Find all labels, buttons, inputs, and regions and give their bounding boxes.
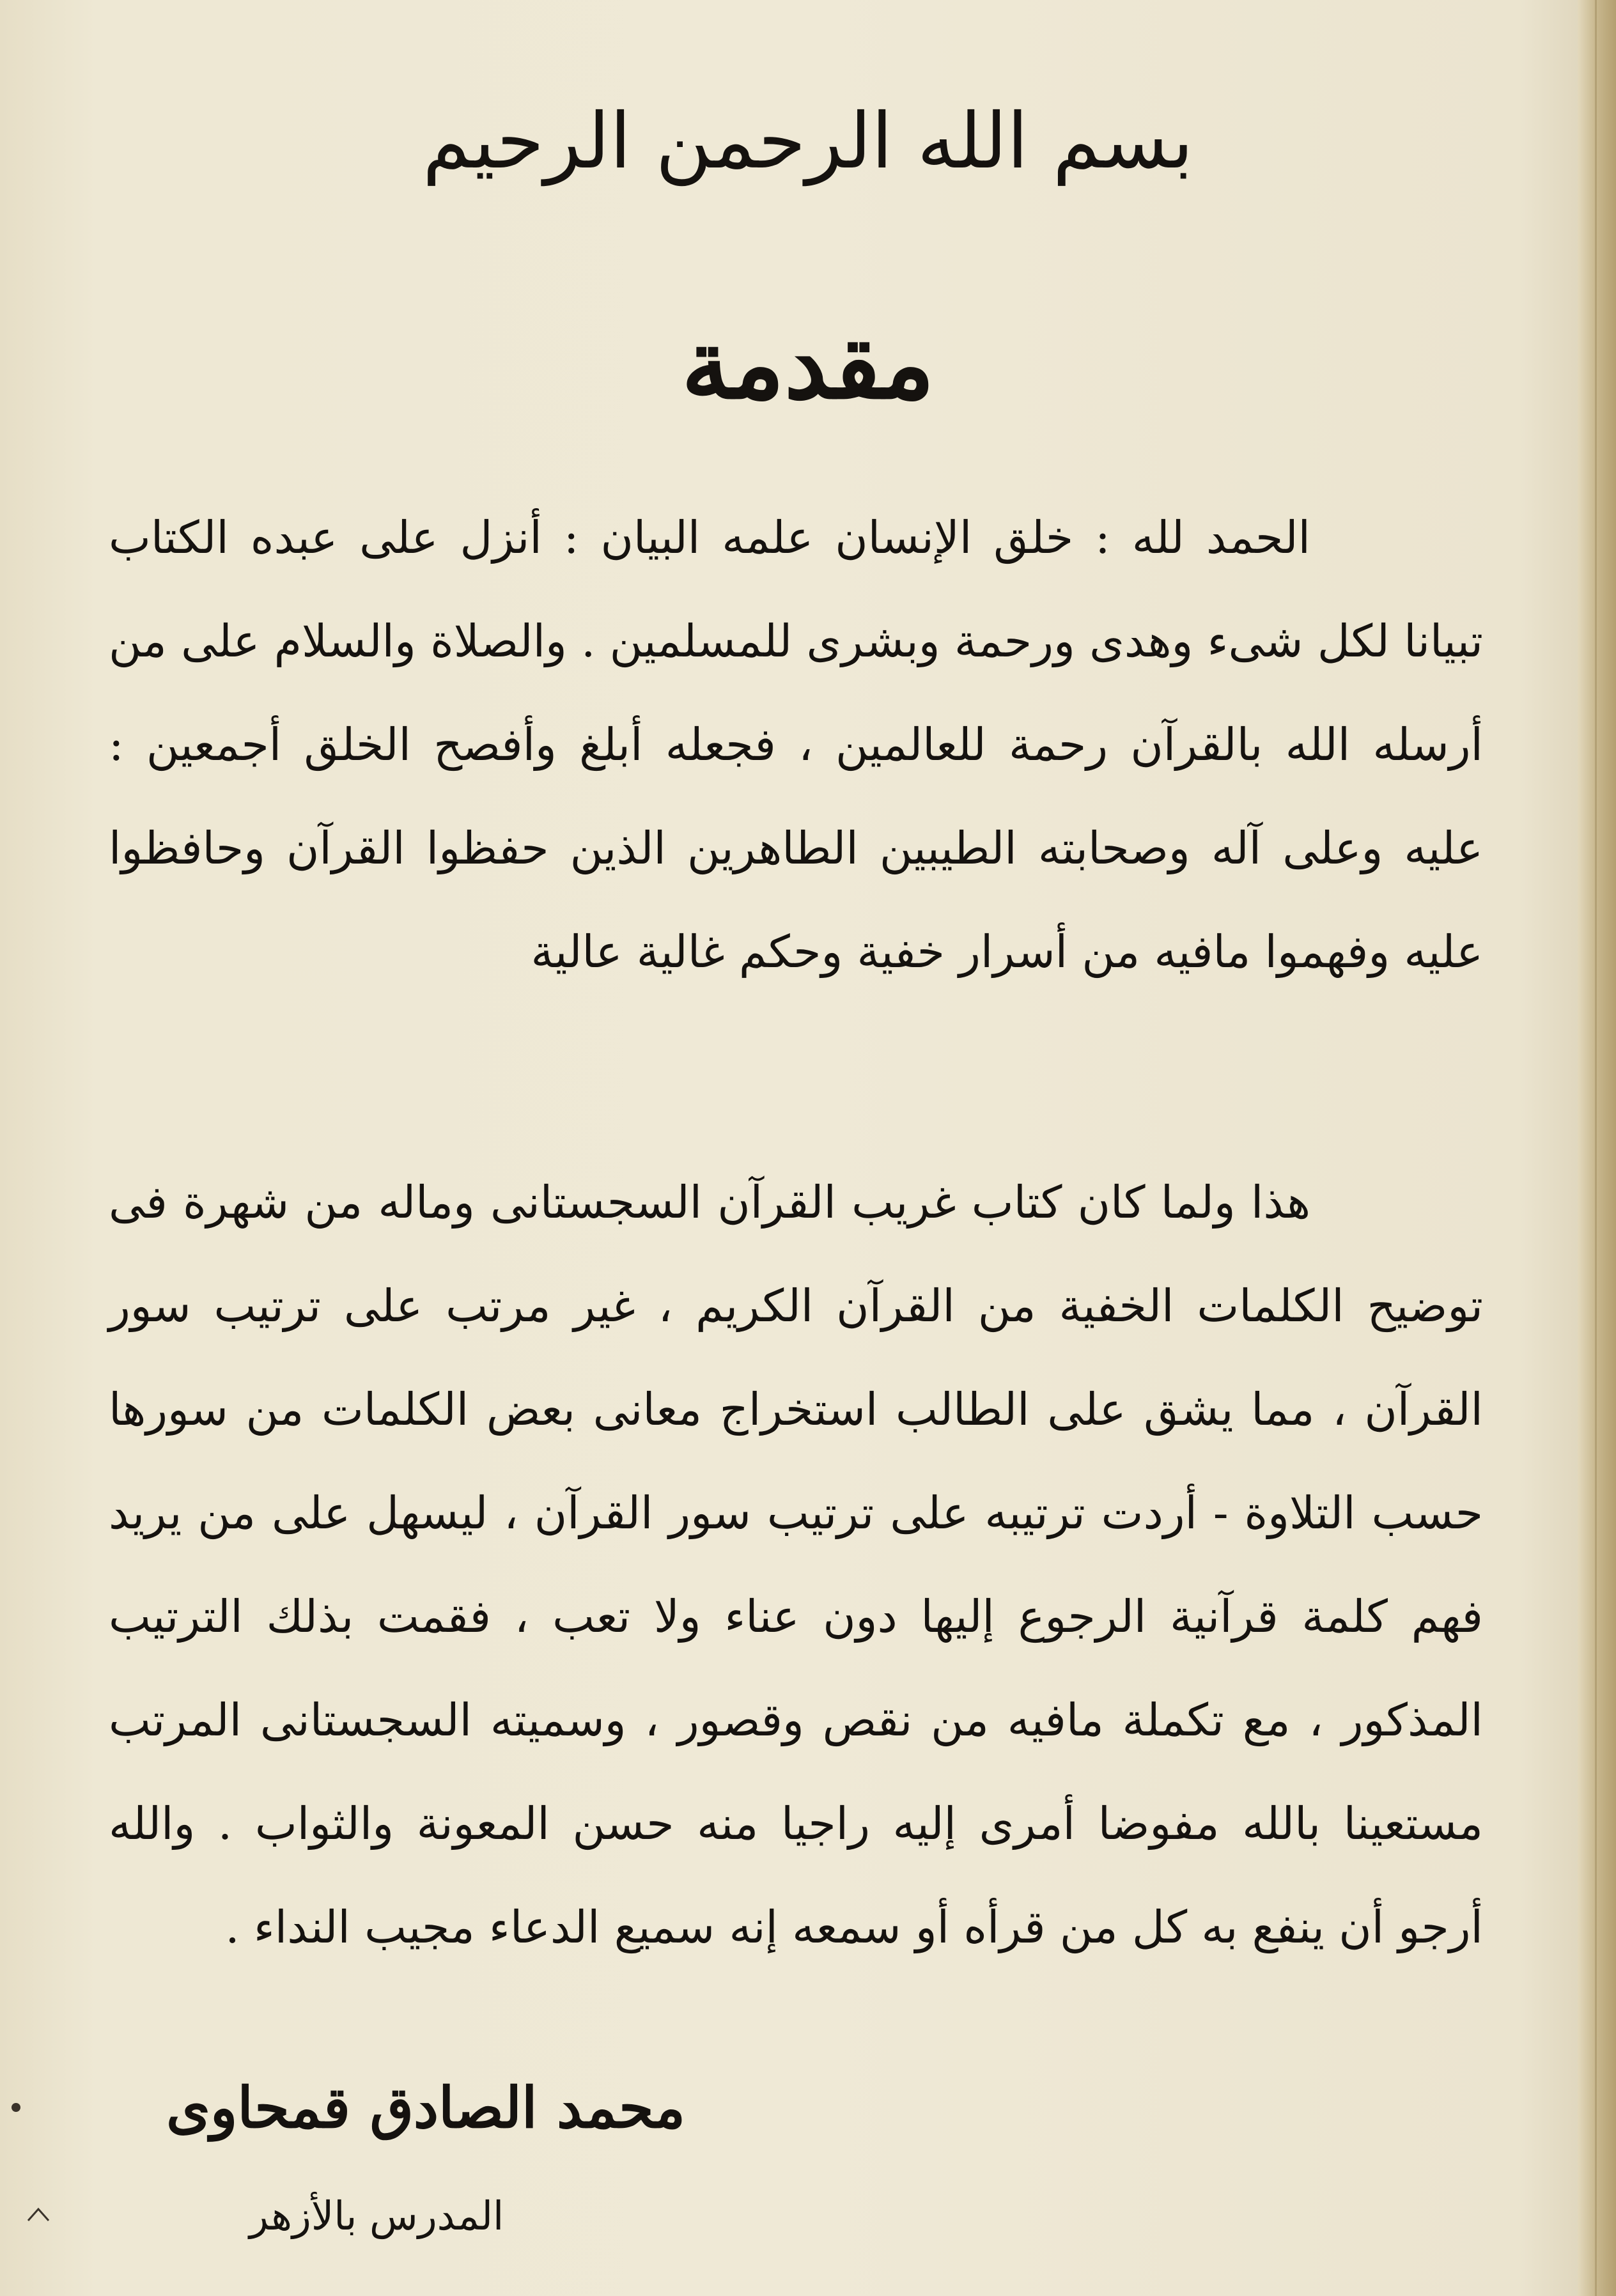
ink-dot: [12, 2103, 20, 2112]
basmala-heading: بسم الله الرحمن الرحيم: [422, 97, 1194, 186]
paragraph-2: هذا ولما كان كتاب غريب القرآن السجستانى وماله من شهرة فى توضيح الكلمات الخفية من القرآن الكريم ، غير مرتب على ترتيب سور القرآن ، مما يشق على الطالب استخراج معانى بعض الكلمات من سورها حسب التلاوة - أردت ترتيبه على ترتيب سور القرآن ، ليسهل على من يريد فهم كلمة قرآنية الرجوع إليها دون عناء ولا تعب ، فقمت بذلك الترتيب المذكور ، مع تكملة مافيه من نقص وقصور ، وسميته السجستانى المرتب مستعينا بالله مفوضا أمرى إليه راجيا منه حسن المعونة والثواب . والله أرجو أن ينفع به كل من قرأه أو سمعه إنه سميع الدعاء مجيب النداء .: [109, 1176, 1483, 1953]
author-affiliation: المدرس بالأزهر: [249, 2192, 504, 2239]
corner-mark: [26, 2205, 51, 2224]
page-title: مقدمة: [681, 308, 935, 421]
paragraph-1: الحمد لله : خلق الإنسان علمه البيان : أنزل على عبده الكتاب تبيانا لكل شىء وهدى ورحمة وبشرى للمسلمين . والصلاة والسلام على من أرسله الله بالقرآن رحمة للعالمين ، فجعله أبلغ وأفصح الخلق أجمعين : عليه وعلى آله وصحابته الطيبين الطاهرين الذين حفظوا القرآن وحافظوا عليه وفهموا مافيه من أسرار خفية وحكم غالية عالية: [109, 511, 1483, 978]
author-signature: محمد الصادق قمحاوى: [166, 2074, 686, 2141]
